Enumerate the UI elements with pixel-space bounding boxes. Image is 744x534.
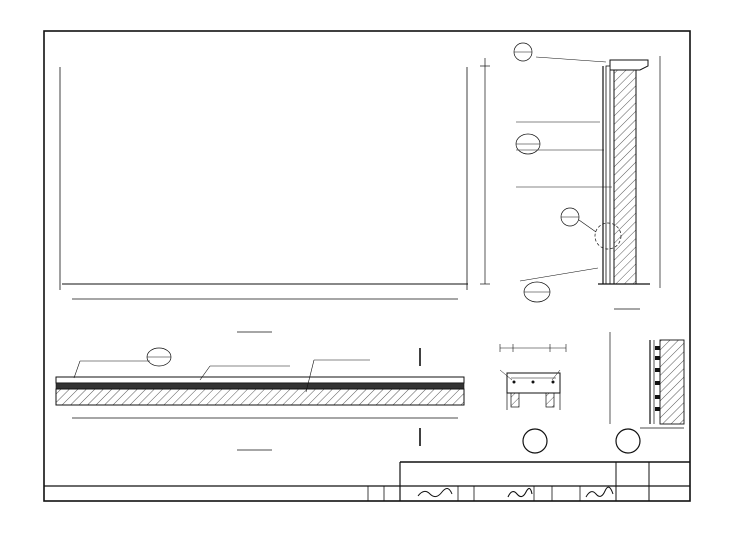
detail-2-drawing — [610, 332, 684, 428]
checker-signature — [508, 488, 532, 497]
elevation-view — [60, 58, 490, 299]
reviewer-signature — [418, 488, 452, 496]
sheet-border — [44, 31, 690, 501]
detail-1-drawing — [500, 344, 566, 410]
title-block — [44, 462, 690, 501]
plan-view — [56, 348, 464, 446]
section-1-1 — [516, 56, 660, 288]
designer-signature — [586, 487, 613, 497]
